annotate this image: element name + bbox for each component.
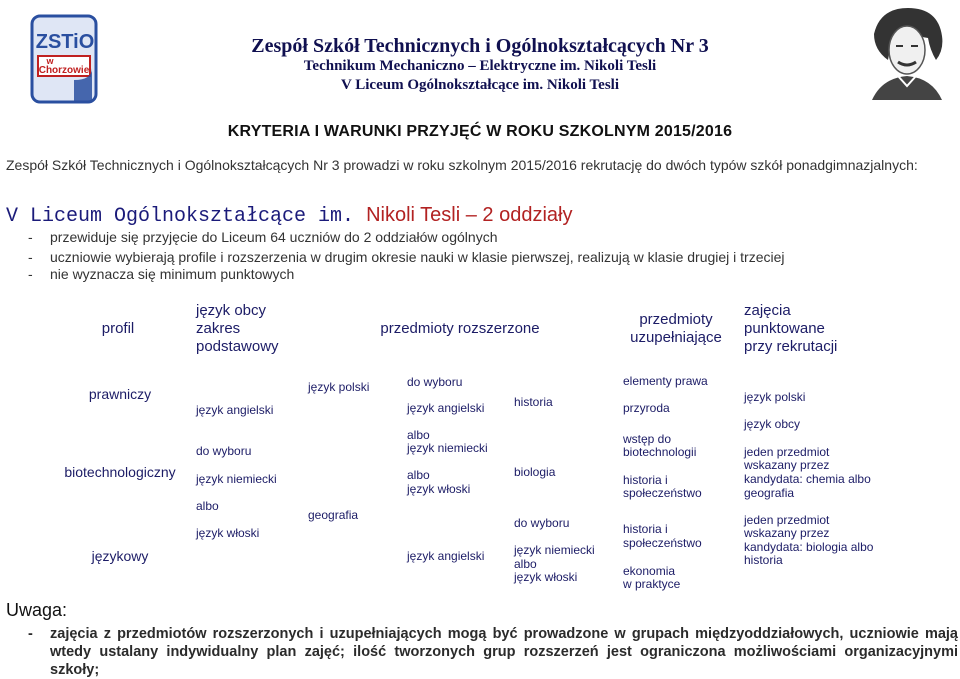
list-item: [28, 249, 785, 265]
lang-albo: albo: [196, 499, 219, 513]
profile-jezykowy: językowy: [91, 548, 149, 564]
roz3-wloski: język włoski: [514, 570, 578, 584]
punkt-option: kandydata: chemia albo: [744, 472, 871, 486]
note-paragraph: [28, 625, 958, 679]
uzup-elementy-prawa: elementy prawa: [623, 374, 708, 388]
roz-geografia: geografia: [308, 508, 359, 522]
section-heading: [6, 204, 572, 228]
punkt-option: historia: [744, 553, 783, 567]
school-subtitle-liceum: V Liceum Ogólnokształcące im. Nikoli Tesli: [340, 77, 620, 93]
uzup-ekonomia: ekonomia: [623, 564, 676, 578]
roz2-do-wyboru: do wyboru: [407, 375, 463, 389]
roz2-angielski: język angielski: [407, 549, 485, 563]
list-item-text: przewiduje się przyjęcie do Liceum 64 uczniów do 2 oddziałów ogólnych: [50, 229, 498, 245]
profile-biotechnologiczny: biotechnologiczny: [64, 464, 176, 480]
profile-prawniczy: prawniczy: [88, 386, 152, 402]
section-heading-name: V Liceum Ogólnokształcące im.: [6, 205, 355, 228]
bullet-dash: -: [28, 229, 33, 245]
header-uzup-line: przedmioty: [639, 311, 713, 328]
roz3-albo: albo: [514, 557, 537, 571]
uzup-wstep: wstęp do: [623, 432, 672, 446]
bullet-dash: -: [28, 626, 33, 642]
punkt-option: jeden przedmiot: [744, 513, 830, 527]
punkt-polski: język polski: [744, 390, 806, 404]
header-uzup-line: uzupełniające: [630, 329, 722, 346]
bullet-dash: -: [28, 266, 33, 282]
uzup-historia: społeczeństwo: [623, 536, 702, 550]
roz2-angielski: język angielski: [407, 401, 485, 415]
header-lang-line: zakres: [196, 320, 241, 337]
lang-niemiecki: język niemiecki: [196, 472, 277, 486]
bullet-dash: -: [28, 249, 33, 265]
header-uzupelniajace: [616, 311, 736, 347]
list-item: [28, 266, 294, 282]
punkt-option: wskazany przez: [744, 458, 830, 472]
school-subtitle-technikum: Technikum Mechaniczno – Elektryczne im. Nikoli Tesli: [303, 58, 657, 74]
punkt-obcy: język obcy: [744, 417, 801, 431]
logo-city-text: Chorzowie: [38, 65, 90, 76]
punkt-option: jeden przedmiot: [744, 445, 830, 459]
list-item-text: nie wyznacza się minimum punktowych: [50, 266, 295, 282]
note-text: zajęcia z przedmiotów rozszerzonych i uzupełniających mogą być prowadzone w grupach międzyoddziałowych, uczniowie mają wtedy ustalany indywidualny plan zajęć; ilość tworzonych grup rozszerzeń jest ograniczona możliwościami organizacyjnymi szkoły;: [50, 626, 958, 678]
list-item-text: uczniowie wybierają profile i rozszerzenia w drugim okresie nauki w klasie pierwszej, realizują w klasie drugiej i trzeciej: [50, 249, 785, 265]
header-profil: profil: [101, 320, 135, 337]
uzup-historia: społeczeństwo: [623, 486, 702, 500]
header-punkt-line: punktowane: [744, 320, 825, 337]
uzup-przyroda: przyroda: [623, 401, 670, 415]
header-punktowane: [744, 302, 884, 356]
school-name: Zespół Szkół Technicznych i Ogólnokształcących Nr 3: [251, 35, 709, 57]
header-punkt-line: przy rekrutacji: [744, 338, 838, 355]
uzup-ekonomia: w praktyce: [623, 577, 681, 591]
lang-wloski: język włoski: [196, 526, 260, 540]
header-lang-line: podstawowy: [196, 338, 279, 355]
intro-paragraph: Zespół Szkół Technicznych i Ogólnokształcących Nr 3 prowadzi w roku szkolnym 2015/2016 rekrutację do dwóch typów szkół ponadgimnazjalnych:: [6, 157, 918, 173]
list-item: [28, 229, 497, 245]
roz2-albo: albo: [407, 428, 430, 442]
uzup-wstep: biotechnologii: [623, 445, 697, 459]
logo-small-text: w: [46, 56, 54, 66]
logo-text: ZSTiO: [35, 31, 95, 53]
note-heading: Uwaga:: [6, 600, 68, 620]
header-rozszerzone: przedmioty rozszerzone: [380, 320, 540, 337]
roz2-albo: albo: [407, 468, 430, 482]
punkt-option: kandydata: biologia albo: [744, 540, 874, 554]
header-lang-line: język obcy: [196, 302, 267, 319]
roz3-niemiecki: język niemiecki: [514, 543, 595, 557]
roz3-historia: historia: [514, 395, 553, 409]
roz3-biologia: biologia: [514, 465, 556, 479]
section-heading-suffix: Nikoli Tesli – 2 oddziały: [366, 204, 573, 226]
lang-angielski: język angielski: [196, 403, 274, 417]
punkt-option: wskazany przez: [744, 526, 830, 540]
roz-polski: język polski: [308, 380, 370, 394]
header-lang: [196, 302, 296, 356]
punkt-option: geografia: [744, 486, 795, 500]
page-title: KRYTERIA I WARUNKI PRZYJĘĆ W ROKU SZKOLNYM 2015/2016: [227, 123, 733, 140]
uzup-historia: historia i: [623, 473, 668, 487]
roz3-do-wyboru: do wyboru: [514, 516, 570, 530]
lang-do-wyboru: do wyboru: [196, 444, 252, 458]
roz2-niemiecki: język niemiecki: [407, 441, 488, 455]
header-punkt-line: zajęcia: [744, 302, 791, 319]
roz2-wloski: język włoski: [407, 482, 471, 496]
uzup-historia: historia i: [623, 522, 668, 536]
